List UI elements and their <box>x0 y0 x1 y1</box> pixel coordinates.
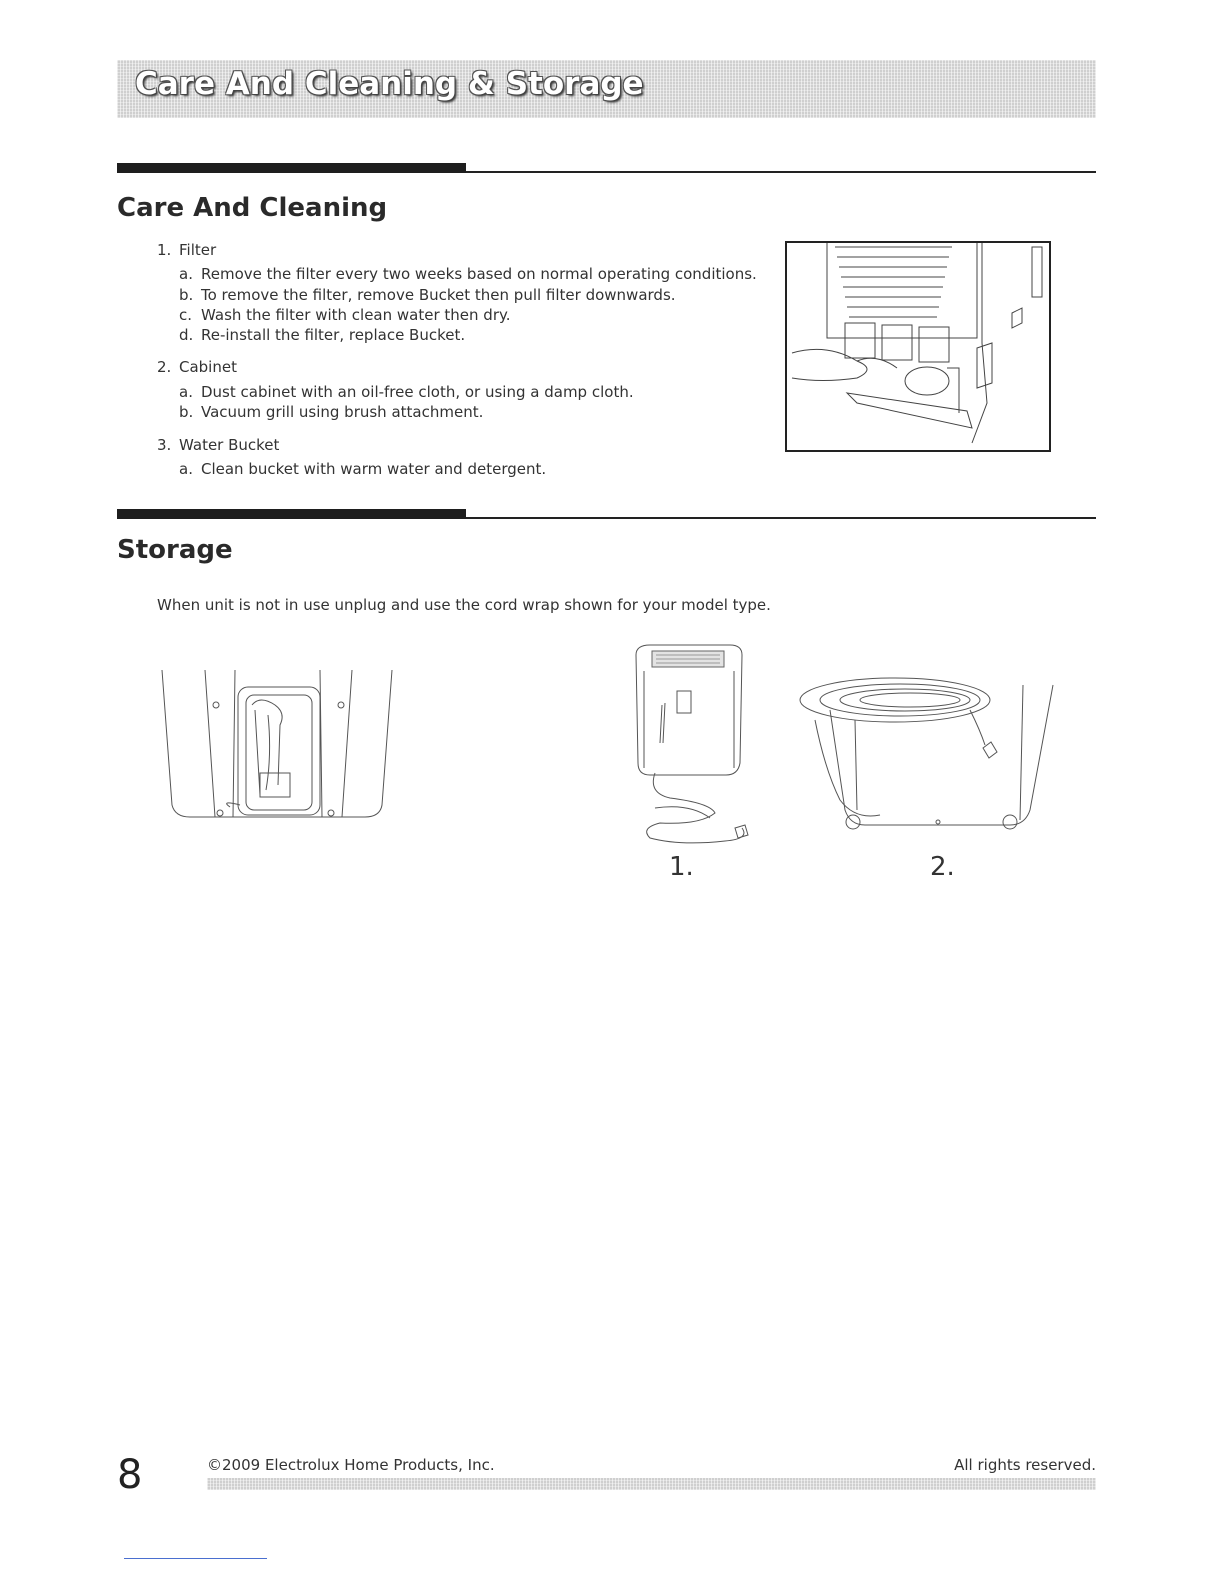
page-title: Care And Cleaning & Storage <box>135 66 644 102</box>
storage-instructions: When unit is not in use unplug and use the cord wrap shown for your model type. <box>157 596 771 614</box>
list-subitem: d. Re-install the filter, replace Bucket. <box>179 326 466 344</box>
list-subitem: c. Wash the filter with clean water then dry. <box>179 306 511 324</box>
list-subitem: a. Dust cabinet with an oil-free cloth, or using a damp cloth. <box>179 383 634 401</box>
list-item-filter: 1. Filter <box>157 241 217 259</box>
cord-storage-figure-1 <box>630 643 760 848</box>
storage-heading: Storage <box>117 535 233 565</box>
list-subitem: a. Clean bucket with warm water and detergent. <box>179 460 547 478</box>
figure-1-label: 1. <box>669 852 694 882</box>
care-heading: Care And Cleaning <box>117 193 388 223</box>
page-number: 8 <box>117 1452 143 1498</box>
filter-removal-illustration <box>785 241 1051 452</box>
section-rule-care <box>117 163 1096 173</box>
list-subitem: a. Remove the filter every two weeks based on normal operating conditions. <box>179 265 757 283</box>
footer-copyright: ©2009 Electrolux Home Products, Inc. <box>207 1456 495 1474</box>
footer-band <box>207 1478 1096 1490</box>
footer-rights: All rights reserved. <box>954 1456 1096 1474</box>
list-item-cabinet: 2. Cabinet <box>157 358 237 376</box>
section-rule-storage <box>117 509 1096 519</box>
list-subitem: b. To remove the filter, remove Bucket then pull filter downwards. <box>179 286 676 304</box>
cord-wrap-back-panel-illustration <box>160 665 395 825</box>
title-band <box>117 60 1096 118</box>
cord-storage-figure-2 <box>795 670 1060 835</box>
list-item-water-bucket: 3. Water Bucket <box>157 436 280 454</box>
figure-2-label: 2. <box>930 852 955 882</box>
list-subitem: b. Vacuum grill using brush attachment. <box>179 403 484 421</box>
bottom-underline <box>124 1558 267 1559</box>
